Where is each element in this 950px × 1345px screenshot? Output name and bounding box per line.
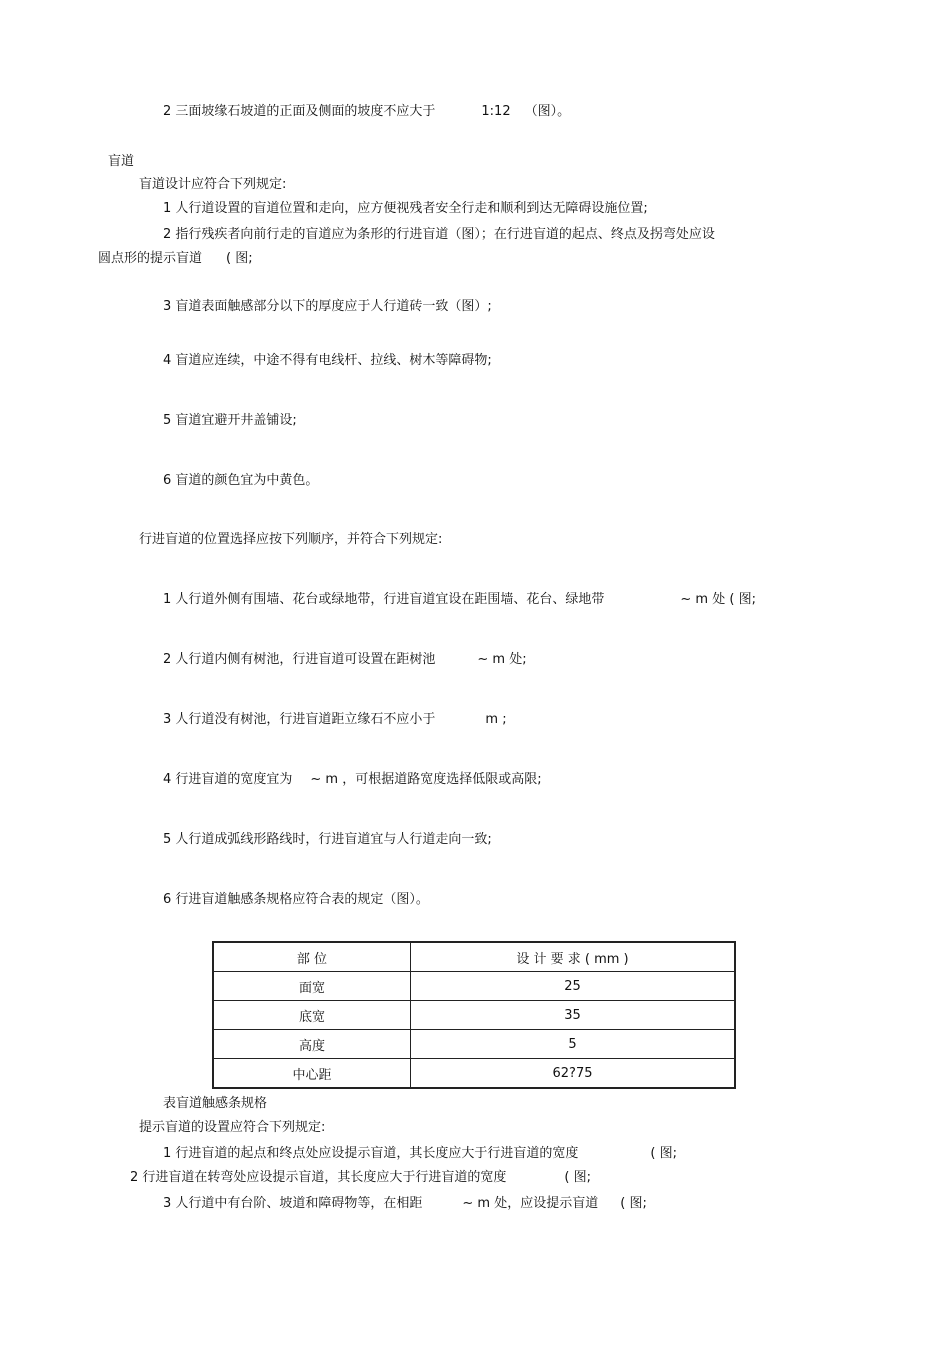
rule-line: 1 人行道设置的盲道位置和走向，应方便视残者安全行走和顺利到达无障碍设施位置;	[163, 201, 648, 216]
rule-text: 2 人行道内侧有树池，行进盲道可设置在距树池	[163, 652, 436, 667]
rule-line	[163, 592, 756, 608]
rule-value: m ;	[485, 712, 507, 727]
table-cell: 25	[411, 972, 736, 1001]
table-caption: 表盲道触感条规格	[163, 1096, 268, 1111]
table-header-row	[213, 942, 735, 972]
spec-table	[212, 941, 736, 1089]
rule-line	[163, 652, 527, 668]
table-cell: 中心距	[213, 1059, 411, 1089]
rule-line: 3 盲道表面触感部分以下的厚度应于人行道砖一致（图）;	[163, 299, 492, 314]
table-cell: 面宽	[213, 972, 411, 1001]
section-intro: 盲道设计应符合下列规定:	[139, 177, 287, 192]
table-cell: 5	[411, 1030, 736, 1059]
rule-line	[163, 712, 507, 728]
section-heading: 盲道	[108, 154, 135, 169]
rule-text: 3 人行道没有树池，行进盲道距立缘石不应小于	[163, 712, 436, 727]
rule-text: 2 三面坡缘石坡道的正面及侧面的坡度不应大于	[163, 104, 436, 119]
rule-value: 1:12	[481, 104, 511, 119]
rule-line: 2 指行残疾者向前行走的盲道应为条形的行进盲道（图）；在行进盲道的起点、终点及拐弯处应设	[163, 227, 715, 242]
table-header-cell: 部 位	[213, 942, 411, 972]
table-cell: 高度	[213, 1030, 411, 1059]
rule-text: 2 行进盲道在转弯处应设提示盲道，其长度应大于行进盲道的宽度	[130, 1170, 507, 1185]
rule-line: 6 盲道的颜色宜为中黄色。	[163, 473, 319, 488]
section-intro: 提示盲道的设置应符合下列规定:	[139, 1120, 326, 1135]
rule-text: 圆点形的提示盲道	[98, 251, 203, 266]
rule-value: ~ m 处;	[477, 652, 527, 667]
rule-line: 6 行进盲道触感条规格应符合表的规定（图）。	[163, 892, 429, 907]
figure-ref: ( 图;	[650, 1146, 677, 1161]
table-cell: 底宽	[213, 1001, 411, 1030]
figure-ref: ( 图;	[226, 251, 253, 266]
section-intro: 行进盲道的位置选择应按下列顺序，并符合下列规定:	[139, 532, 443, 547]
rule-text: 1 人行道外侧有围墙、花台或绿地带，行进盲道宜设在距围墙、花台、绿地带	[163, 592, 605, 607]
rule-line	[163, 1196, 647, 1212]
table-cell: 35	[411, 1001, 736, 1030]
rule-line-continued	[98, 251, 253, 267]
table-header-cell: 设 计 要 求 ( mm )	[411, 942, 736, 972]
rule-value: ~ m ，可根据道路宽度选择低限或高限;	[310, 772, 542, 787]
rule-line	[130, 1170, 591, 1186]
table-cell: 62?75	[411, 1059, 736, 1089]
rule-value: ~ m 处 ( 图;	[680, 592, 756, 607]
rule-value: ~ m 处，应设提示盲道	[462, 1196, 599, 1211]
rule-line	[163, 1146, 677, 1162]
rule-line: 5 盲道宜避开井盖铺设;	[163, 413, 297, 428]
table-row	[213, 1059, 735, 1089]
figure-ref: ( 图;	[620, 1196, 647, 1211]
rule-text-end: （图）。	[524, 104, 571, 119]
figure-ref: ( 图;	[564, 1170, 591, 1185]
table-row	[213, 972, 735, 1001]
rule-line: 5 人行道成弧线形路线时，行进盲道宜与人行道走向一致;	[163, 832, 492, 847]
rule-line	[163, 104, 570, 120]
rule-text: 3 人行道中有台阶、坡道和障碍物等，在相距	[163, 1196, 423, 1211]
rule-text: 1 行进盲道的起点和终点处应设提示盲道，其长度应大于行进盲道的宽度	[163, 1146, 579, 1161]
table-row	[213, 1030, 735, 1059]
rule-line	[163, 772, 542, 788]
rule-text: 4 行进盲道的宽度宜为	[163, 772, 293, 787]
table-row	[213, 1001, 735, 1030]
rule-line: 4 盲道应连续，中途不得有电线杆、拉线、树木等障碍物;	[163, 353, 492, 368]
